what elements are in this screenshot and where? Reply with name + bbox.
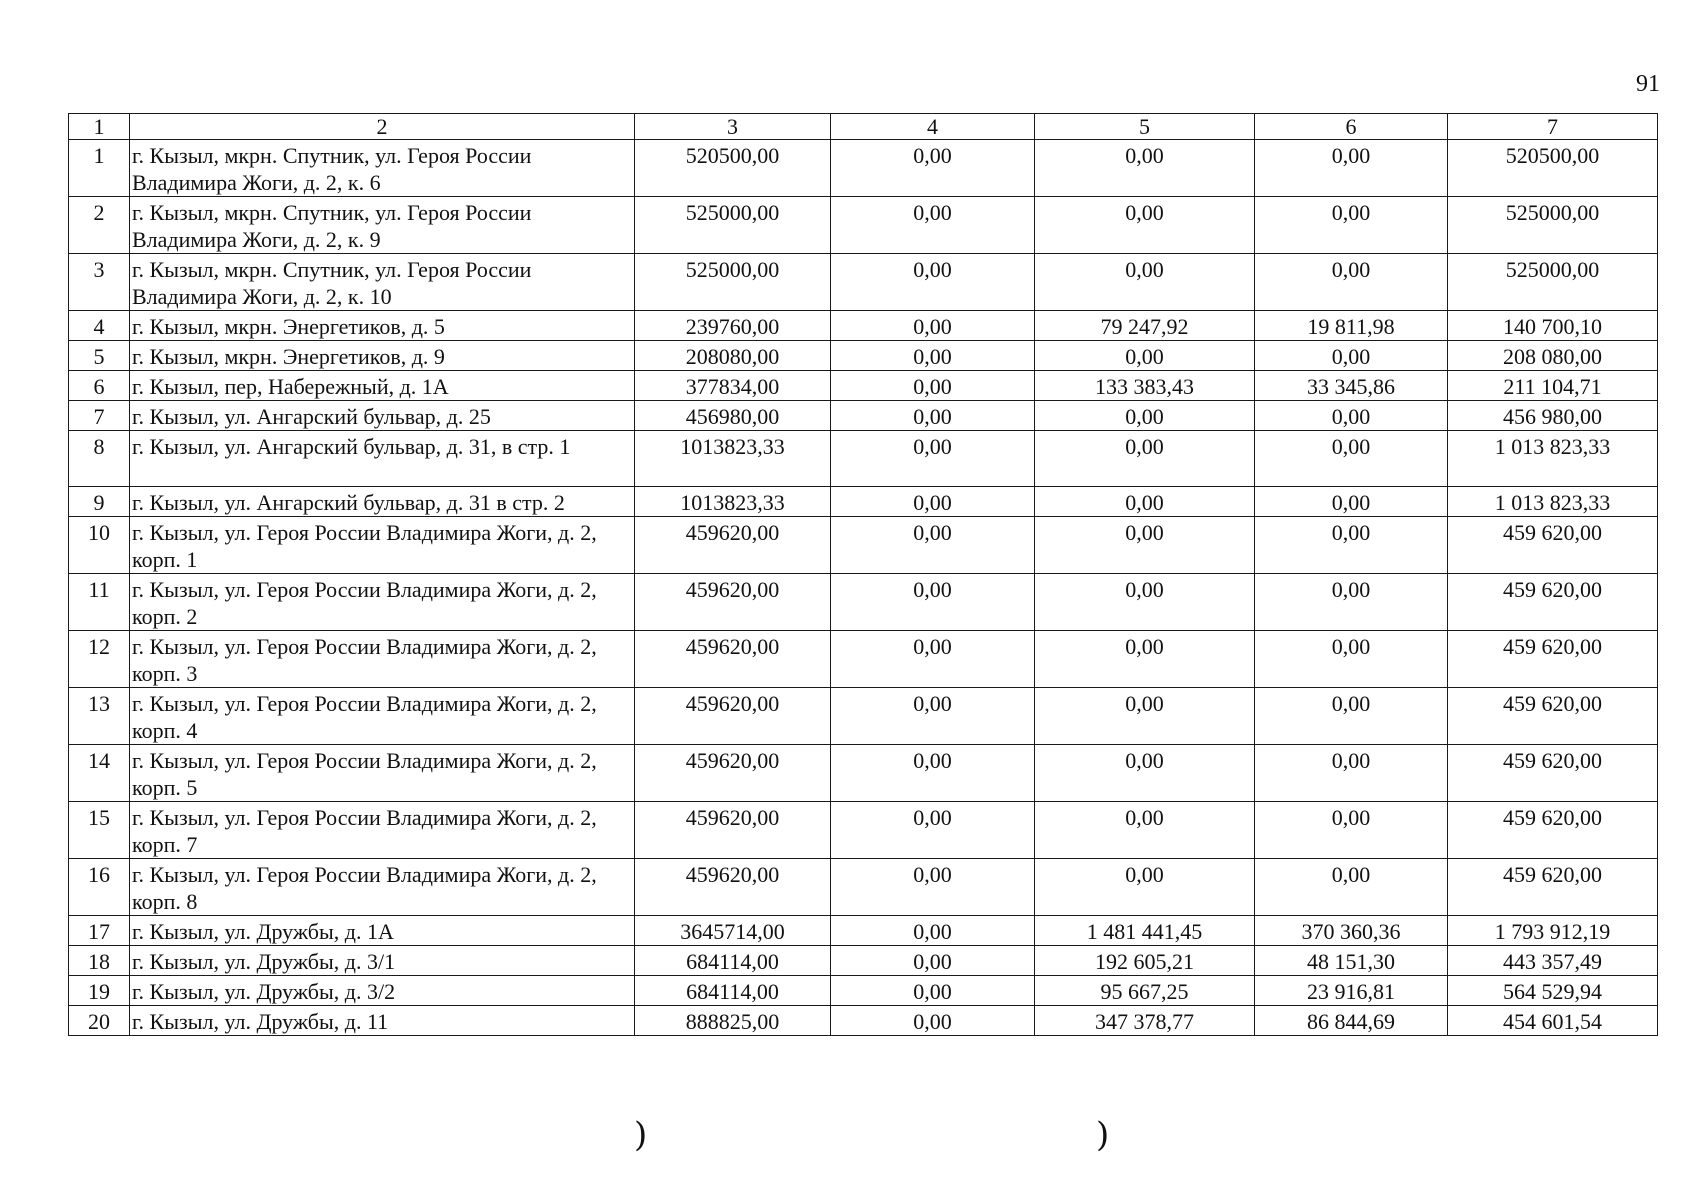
column-header: 2	[130, 114, 635, 140]
col4-cell: 0,00	[831, 254, 1035, 311]
row-number-cell: 16	[69, 859, 130, 916]
col7-cell: 1 793 912,19	[1448, 916, 1658, 946]
col4-cell: 0,00	[831, 688, 1035, 745]
col3-cell: 1013823,33	[635, 431, 831, 487]
col4-cell: 0,00	[831, 311, 1035, 341]
row-number-cell: 10	[69, 517, 130, 574]
col3-cell: 684114,00	[635, 946, 831, 976]
col5-cell: 0,00	[1035, 859, 1255, 916]
row-number-cell: 8	[69, 431, 130, 487]
col5-cell: 347 378,77	[1035, 1006, 1255, 1036]
table-row	[69, 197, 1658, 254]
row-number-cell: 9	[69, 487, 130, 517]
column-header: 6	[1255, 114, 1448, 140]
address-cell: г. Кызыл, мкрн. Спутник, ул. Героя России Владимира Жоги, д. 2, к. 9	[130, 197, 635, 254]
col6-cell: 33 345,86	[1255, 371, 1448, 401]
address-cell: г. Кызыл, ул. Героя России Владимира Жоги, д. 2, корп. 5	[130, 745, 635, 802]
col3-cell: 459620,00	[635, 631, 831, 688]
address-cell: г. Кызыл, пер, Набережный, д. 1А	[130, 371, 635, 401]
table-row	[69, 802, 1658, 859]
col6-cell: 0,00	[1255, 140, 1448, 197]
data-table	[68, 113, 1658, 1036]
row-number-cell: 4	[69, 311, 130, 341]
col6-cell: 86 844,69	[1255, 1006, 1448, 1036]
col6-cell: 48 151,30	[1255, 946, 1448, 976]
table-row	[69, 916, 1658, 946]
col4-cell: 0,00	[831, 1006, 1035, 1036]
col3-cell: 684114,00	[635, 976, 831, 1006]
col4-cell: 0,00	[831, 859, 1035, 916]
col4-cell: 0,00	[831, 574, 1035, 631]
col4-cell: 0,00	[831, 916, 1035, 946]
col5-cell: 1 481 441,45	[1035, 916, 1255, 946]
address-cell: г. Кызыл, ул. Ангарский бульвар, д. 31 в стр. 2	[130, 487, 635, 517]
col4-cell: 0,00	[831, 946, 1035, 976]
col5-cell: 0,00	[1035, 517, 1255, 574]
col6-cell: 0,00	[1255, 574, 1448, 631]
table-row	[69, 859, 1658, 916]
col6-cell: 0,00	[1255, 802, 1448, 859]
table-row	[69, 745, 1658, 802]
column-header: 7	[1448, 114, 1658, 140]
col3-cell: 520500,00	[635, 140, 831, 197]
col7-cell: 459 620,00	[1448, 517, 1658, 574]
table-row	[69, 341, 1658, 371]
col4-cell: 0,00	[831, 371, 1035, 401]
col7-cell: 1 013 823,33	[1448, 431, 1658, 487]
table-row	[69, 1006, 1658, 1036]
col6-cell: 19 811,98	[1255, 311, 1448, 341]
col6-cell: 0,00	[1255, 401, 1448, 431]
column-header: 4	[831, 114, 1035, 140]
col4-cell: 0,00	[831, 401, 1035, 431]
col6-cell: 0,00	[1255, 859, 1448, 916]
footer-mark: )	[634, 1115, 648, 1155]
col6-cell: 0,00	[1255, 487, 1448, 517]
address-cell: г. Кызыл, ул. Дружбы, д. 3/2	[130, 976, 635, 1006]
col3-cell: 459620,00	[635, 688, 831, 745]
col7-cell: 525000,00	[1448, 254, 1658, 311]
col7-cell: 443 357,49	[1448, 946, 1658, 976]
col4-cell: 0,00	[831, 197, 1035, 254]
col3-cell: 459620,00	[635, 745, 831, 802]
col5-cell: 0,00	[1035, 341, 1255, 371]
col4-cell: 0,00	[831, 487, 1035, 517]
col3-cell: 239760,00	[635, 311, 831, 341]
col6-cell: 0,00	[1255, 197, 1448, 254]
page-number: 91	[1636, 71, 1660, 97]
table-row	[69, 371, 1658, 401]
col5-cell: 0,00	[1035, 631, 1255, 688]
col5-cell: 0,00	[1035, 745, 1255, 802]
col4-cell: 0,00	[831, 140, 1035, 197]
col5-cell: 0,00	[1035, 254, 1255, 311]
col3-cell: 459620,00	[635, 859, 831, 916]
col7-cell: 520500,00	[1448, 140, 1658, 197]
address-cell: г. Кызыл, ул. Ангарский бульвар, д. 25	[130, 401, 635, 431]
table-row	[69, 631, 1658, 688]
column-header: 5	[1035, 114, 1255, 140]
col4-cell: 0,00	[831, 431, 1035, 487]
col3-cell: 459620,00	[635, 517, 831, 574]
table-row	[69, 487, 1658, 517]
address-cell: г. Кызыл, ул. Героя России Владимира Жоги, д. 2, корп. 4	[130, 688, 635, 745]
table-row	[69, 431, 1658, 487]
col6-cell: 370 360,36	[1255, 916, 1448, 946]
row-number-cell: 19	[69, 976, 130, 1006]
table-row	[69, 140, 1658, 197]
col6-cell: 23 916,81	[1255, 976, 1448, 1006]
row-number-cell: 13	[69, 688, 130, 745]
col7-cell: 211 104,71	[1448, 371, 1658, 401]
col7-cell: 564 529,94	[1448, 976, 1658, 1006]
col5-cell: 79 247,92	[1035, 311, 1255, 341]
col3-cell: 377834,00	[635, 371, 831, 401]
address-cell: г. Кызыл, ул. Героя России Владимира Жоги, д. 2, корп. 3	[130, 631, 635, 688]
col5-cell: 0,00	[1035, 197, 1255, 254]
column-header: 1	[69, 114, 130, 140]
col5-cell: 0,00	[1035, 487, 1255, 517]
table-row	[69, 574, 1658, 631]
row-number-cell: 14	[69, 745, 130, 802]
col5-cell: 0,00	[1035, 140, 1255, 197]
col5-cell: 0,00	[1035, 802, 1255, 859]
col7-cell: 459 620,00	[1448, 631, 1658, 688]
col7-cell: 208 080,00	[1448, 341, 1658, 371]
address-cell: г. Кызыл, ул. Героя России Владимира Жоги, д. 2, корп. 1	[130, 517, 635, 574]
col5-cell: 0,00	[1035, 688, 1255, 745]
table-row	[69, 254, 1658, 311]
col3-cell: 888825,00	[635, 1006, 831, 1036]
col7-cell: 459 620,00	[1448, 688, 1658, 745]
col7-cell: 459 620,00	[1448, 745, 1658, 802]
col5-cell: 133 383,43	[1035, 371, 1255, 401]
col7-cell: 456 980,00	[1448, 401, 1658, 431]
table-body	[69, 114, 1658, 1036]
col4-cell: 0,00	[831, 341, 1035, 371]
col3-cell: 3645714,00	[635, 916, 831, 946]
col3-cell: 1013823,33	[635, 487, 831, 517]
row-number-cell: 7	[69, 401, 130, 431]
col3-cell: 459620,00	[635, 802, 831, 859]
address-cell: г. Кызыл, ул. Дружбы, д. 1А	[130, 916, 635, 946]
table-row	[69, 976, 1658, 1006]
col4-cell: 0,00	[831, 976, 1035, 1006]
table-row	[69, 946, 1658, 976]
row-number-cell: 6	[69, 371, 130, 401]
table-row	[69, 517, 1658, 574]
col6-cell: 0,00	[1255, 688, 1448, 745]
col4-cell: 0,00	[831, 745, 1035, 802]
col5-cell: 0,00	[1035, 431, 1255, 487]
address-cell: г. Кызыл, ул. Ангарский бульвар, д. 31, в стр. 1	[130, 431, 635, 487]
col7-cell: 454 601,54	[1448, 1006, 1658, 1036]
row-number-cell: 1	[69, 140, 130, 197]
row-number-cell: 12	[69, 631, 130, 688]
row-number-cell: 18	[69, 946, 130, 976]
row-number-cell: 20	[69, 1006, 130, 1036]
col5-cell: 0,00	[1035, 574, 1255, 631]
col6-cell: 0,00	[1255, 631, 1448, 688]
col5-cell: 192 605,21	[1035, 946, 1255, 976]
address-cell: г. Кызыл, мкрн. Энергетиков, д. 9	[130, 341, 635, 371]
col7-cell: 1 013 823,33	[1448, 487, 1658, 517]
header-row	[69, 114, 1658, 140]
col7-cell: 459 620,00	[1448, 859, 1658, 916]
table-row	[69, 401, 1658, 431]
table-row	[69, 688, 1658, 745]
col4-cell: 0,00	[831, 631, 1035, 688]
address-cell: г. Кызыл, ул. Героя России Владимира Жоги, д. 2, корп. 8	[130, 859, 635, 916]
col6-cell: 0,00	[1255, 431, 1448, 487]
address-cell: г. Кызыл, ул. Героя России Владимира Жоги, д. 2, корп. 2	[130, 574, 635, 631]
address-cell: г. Кызыл, мкрн. Спутник, ул. Героя России Владимира Жоги, д. 2, к. 6	[130, 140, 635, 197]
row-number-cell: 17	[69, 916, 130, 946]
address-cell: г. Кызыл, ул. Героя России Владимира Жоги, д. 2, корп. 7	[130, 802, 635, 859]
row-number-cell: 15	[69, 802, 130, 859]
row-number-cell: 3	[69, 254, 130, 311]
col6-cell: 0,00	[1255, 341, 1448, 371]
col4-cell: 0,00	[831, 802, 1035, 859]
col7-cell: 525000,00	[1448, 197, 1658, 254]
address-cell: г. Кызыл, ул. Дружбы, д. 11	[130, 1006, 635, 1036]
row-number-cell: 2	[69, 197, 130, 254]
address-cell: г. Кызыл, ул. Дружбы, д. 3/1	[130, 946, 635, 976]
col4-cell: 0,00	[831, 517, 1035, 574]
col7-cell: 140 700,10	[1448, 311, 1658, 341]
col3-cell: 208080,00	[635, 341, 831, 371]
col5-cell: 0,00	[1035, 401, 1255, 431]
address-cell: г. Кызыл, мкрн. Энергетиков, д. 5	[130, 311, 635, 341]
footer-mark: )	[1096, 1115, 1110, 1155]
address-cell: г. Кызыл, мкрн. Спутник, ул. Героя России Владимира Жоги, д. 2, к. 10	[130, 254, 635, 311]
col6-cell: 0,00	[1255, 745, 1448, 802]
col3-cell: 459620,00	[635, 574, 831, 631]
col3-cell: 525000,00	[635, 197, 831, 254]
table-row	[69, 311, 1658, 341]
col6-cell: 0,00	[1255, 254, 1448, 311]
col3-cell: 525000,00	[635, 254, 831, 311]
col7-cell: 459 620,00	[1448, 802, 1658, 859]
col3-cell: 456980,00	[635, 401, 831, 431]
col5-cell: 95 667,25	[1035, 976, 1255, 1006]
col7-cell: 459 620,00	[1448, 574, 1658, 631]
col6-cell: 0,00	[1255, 517, 1448, 574]
row-number-cell: 11	[69, 574, 130, 631]
row-number-cell: 5	[69, 341, 130, 371]
column-header: 3	[635, 114, 831, 140]
